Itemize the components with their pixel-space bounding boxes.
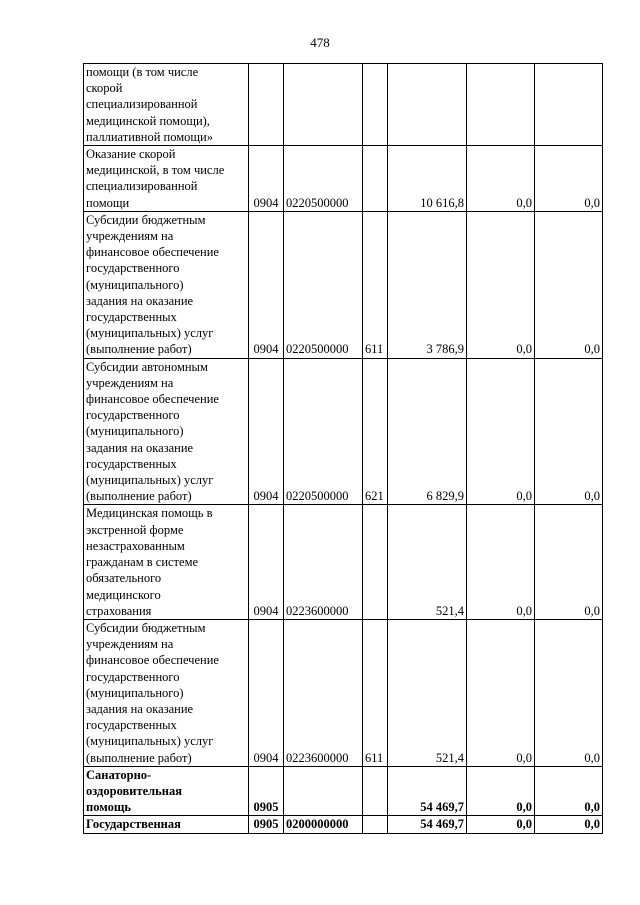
cell-target-article: 0220500000 (284, 358, 363, 505)
cell-amount-2: 0,0 (467, 211, 535, 358)
cell-amount-3: 0,0 (535, 146, 603, 212)
cell-name (84, 358, 249, 505)
cell-target-article (284, 64, 363, 146)
cell-section: 0904 (249, 505, 284, 619)
cell-amount-3: 0,0 (535, 505, 603, 619)
table-row (84, 766, 603, 816)
cell-amount-2: 0,0 (467, 816, 535, 833)
cell-expense-type (363, 766, 388, 816)
cell-amount-2: 0,0 (467, 766, 535, 816)
table-row (84, 619, 603, 766)
table-row (84, 358, 603, 505)
cell-section: 0905 (249, 766, 284, 816)
cell-section (249, 64, 284, 146)
cell-amount-3: 0,0 (535, 358, 603, 505)
cell-name (84, 816, 249, 833)
cell-amount: 3 786,9 (388, 211, 467, 358)
cell-target-article: 0220500000 (284, 211, 363, 358)
cell-section: 0904 (249, 211, 284, 358)
cell-amount (388, 64, 467, 146)
cell-amount-3 (535, 64, 603, 146)
cell-expense-type: 621 (363, 358, 388, 505)
cell-amount: 54 469,7 (388, 766, 467, 816)
cell-expense-type: 611 (363, 211, 388, 358)
cell-name (84, 211, 249, 358)
cell-name (84, 146, 249, 212)
cell-amount-2: 0,0 (467, 146, 535, 212)
cell-amount: 521,4 (388, 505, 467, 619)
cell-amount: 521,4 (388, 619, 467, 766)
cell-name (84, 766, 249, 816)
budget-table (83, 63, 603, 834)
cell-expense-type (363, 146, 388, 212)
cell-amount-3: 0,0 (535, 619, 603, 766)
cell-amount-2: 0,0 (467, 505, 535, 619)
budget-table-body (84, 64, 603, 834)
table-row (84, 505, 603, 619)
cell-target-article: 0200000000 (284, 816, 363, 833)
cell-amount: 10 616,8 (388, 146, 467, 212)
cell-amount-2: 0,0 (467, 619, 535, 766)
row-name: Субсидии бюджетным учреждениям на финансовое обеспечение государственного (муниципального) задания на оказание государственных (муниципальных) услуг (выполнение работ) (86, 212, 219, 357)
row-name: Медицинская помощь в экстренной форме незастрахованным гражданам в системе обязательного медицинского страхования (86, 506, 213, 618)
row-name: Субсидии бюджетным учреждениям на финансовое обеспечение государственного (муниципального) задания на оказание государственных (муниципальных) услуг (выполнение работ) (86, 620, 219, 765)
cell-expense-type: 611 (363, 619, 388, 766)
cell-target-article (284, 766, 363, 816)
row-name: Оказание скорой медицинской, в том числе специализированной помощи (86, 147, 225, 210)
cell-name (84, 619, 249, 766)
row-name: Санаторно- оздоровительная помощь (86, 767, 182, 815)
cell-section: 0904 (249, 146, 284, 212)
cell-amount-3: 0,0 (535, 211, 603, 358)
cell-name (84, 505, 249, 619)
row-name: Субсидии автономным учреждениям на финансовое обеспечение государственного (муниципального) задания на оказание государственных (муниципальных) услуг (выполнение работ) (86, 359, 219, 504)
page-number: 478 (310, 35, 330, 50)
cell-section: 0905 (249, 816, 284, 833)
table-row (84, 146, 603, 212)
cell-target-article: 0220500000 (284, 146, 363, 212)
table-row (84, 211, 603, 358)
cell-target-article: 0223600000 (284, 505, 363, 619)
cell-amount-2: 0,0 (467, 358, 535, 505)
row-name: помощи (в том числе скорой специализированной медицинской помощи), паллиативной помощи» (86, 65, 213, 144)
cell-section: 0904 (249, 358, 284, 505)
cell-amount: 54 469,7 (388, 816, 467, 833)
row-name: Государственная (86, 817, 181, 832)
cell-section: 0904 (249, 619, 284, 766)
cell-name (84, 64, 249, 146)
cell-target-article: 0223600000 (284, 619, 363, 766)
cell-amount-3: 0,0 (535, 766, 603, 816)
cell-amount: 6 829,9 (388, 358, 467, 505)
table-row (84, 816, 603, 833)
cell-expense-type (363, 816, 388, 833)
cell-expense-type (363, 505, 388, 619)
cell-amount-3: 0,0 (535, 816, 603, 833)
cell-amount-2 (467, 64, 535, 146)
cell-expense-type (363, 64, 388, 146)
table-row (84, 64, 603, 146)
